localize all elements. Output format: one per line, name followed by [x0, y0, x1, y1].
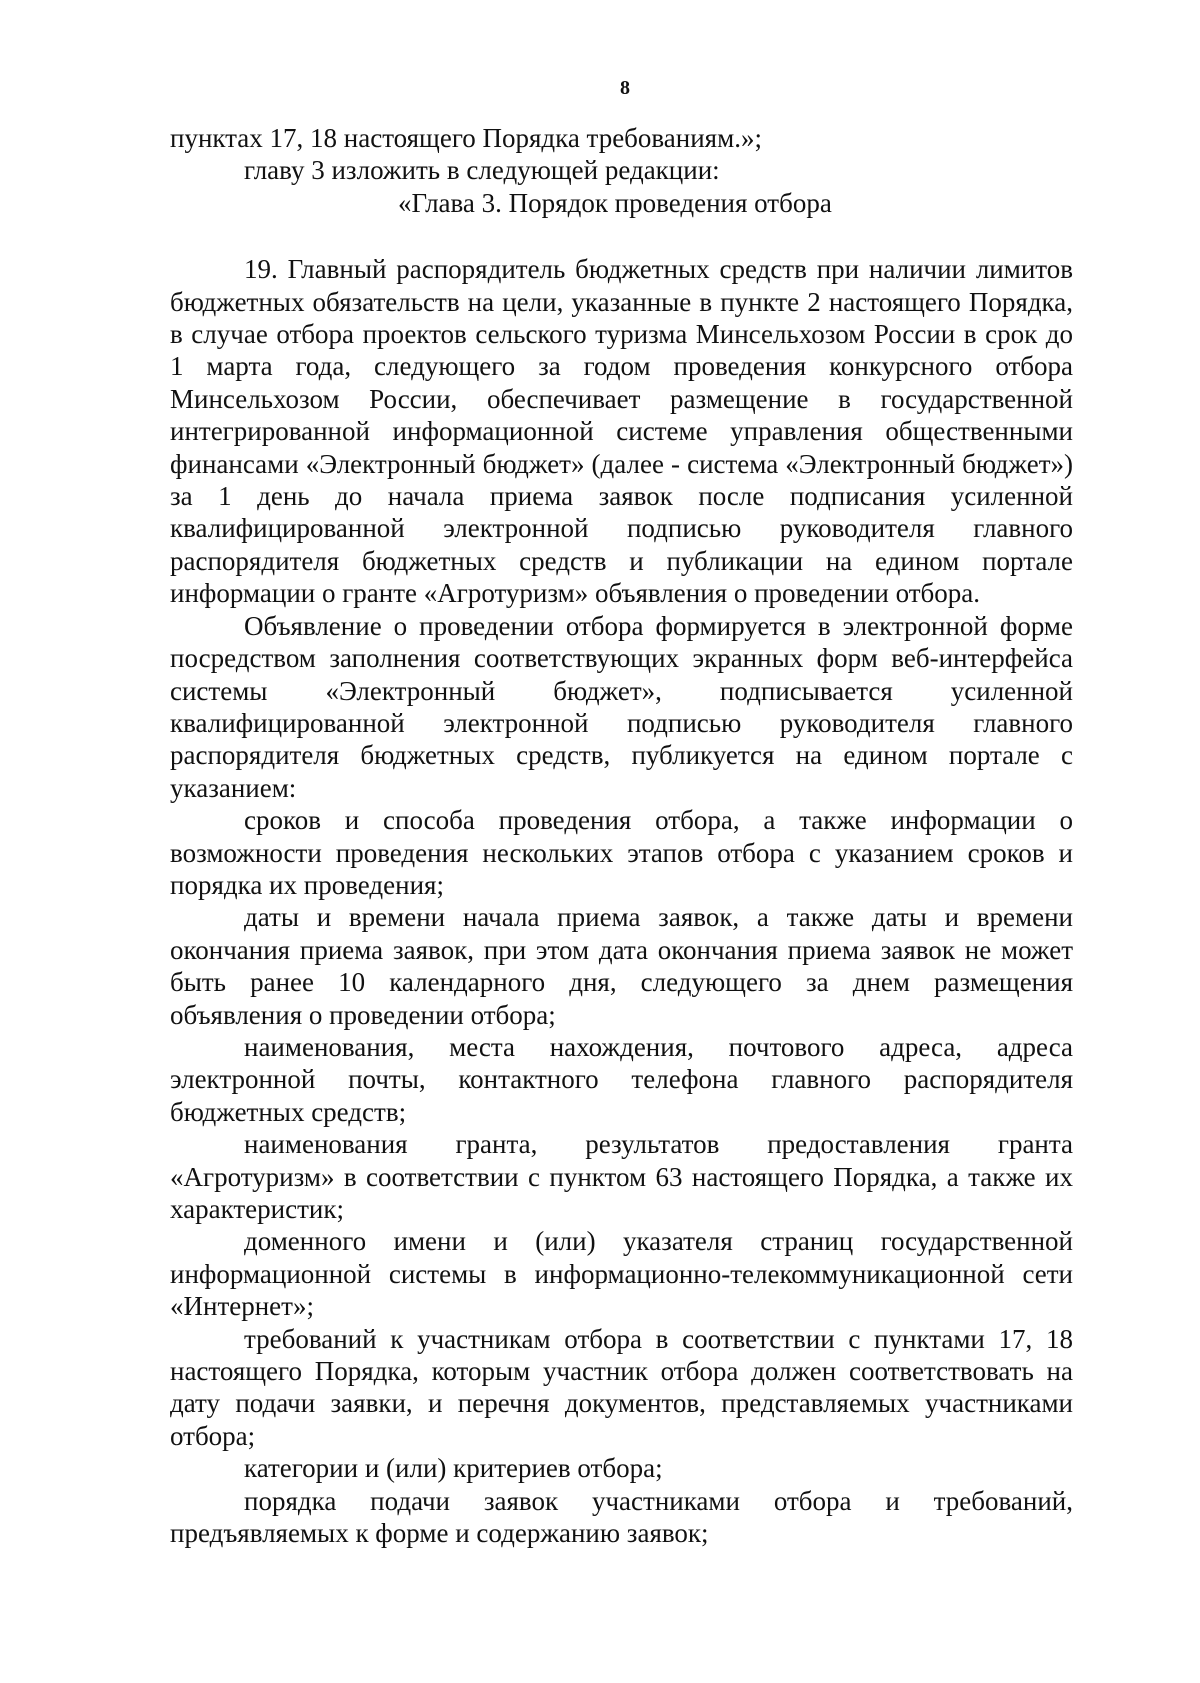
list-item-domain: доменного имени и (или) указателя страниц государственной информационной системы в информационно-телекоммуникационной сети «Интернет»; [170, 1226, 1073, 1322]
list-item-application-order: порядка подачи заявок участниками отбора и требований, предъявляемых к форме и содержанию заявок; [170, 1485, 1073, 1549]
paragraph-item-19: 19. Главный распорядитель бюджетных средств при наличии лимитов бюджетных обязательств на цели, указанные в пункте 2 настоящего Порядка, в случае отбора проектов сельского туризма Минсельхозом России в срок до 1 марта года, следующего за годом проведения конкурсного отбора Минсельхозом России, обеспечивает размещение в государственной интегрированной информационной системе управления общественными финансами «Электронный бюджет» (далее - система «Электронный бюджет») за 1 день до начала приема заявок после подписания усиленной квалифицированной электронной подписью руководителя главного распорядителя бюджетных средств и публикации на едином портале информации о гранте «Агротуризм» объявления о проведении отбора. [170, 254, 1073, 609]
list-item-dates: даты и времени начала приема заявок, а также даты и времени окончания приема заявок, при этом дата окончания приема заявок не может быть ранее 10 календарного дня, следующего за днем размещения объявления о проведении отбора; [170, 902, 1073, 1030]
list-item-terms: сроков и способа проведения отбора, а также информации о возможности проведения нескольких этапов отбора с указанием сроков и порядка их проведения; [170, 805, 1073, 900]
list-item-criteria: категории и (или) критериев отбора; [244, 1453, 663, 1484]
list-item-grant-results: наименования гранта, результатов предоставления гранта «Агротуризм» в соответствии с пунктом 63 настоящего Порядка, а также их характеристик; [170, 1129, 1073, 1224]
chapter-heading: «Глава 3. Порядок проведения отбора [398, 187, 832, 218]
list-item-contacts: наименования, места нахождения, почтового адреса, адреса электронной почты, контактного телефона главного распорядителя бюджетных средств; [170, 1031, 1073, 1127]
paragraph-chapter-instruction: главу 3 изложить в следующей редакции: [244, 155, 720, 186]
document-body [170, 122, 1073, 1549]
list-item-requirements: требований к участникам отбора в соответствии с пунктами 17, 18 настоящего Порядка, которым участник отбора должен соответствовать на дату подачи заявки, и перечня документов, представляемых участниками отбора; [170, 1323, 1073, 1451]
paragraph-announcement: Объявление о проведении отбора формируется в электронной форме посредством заполнения соответствующих экранных форм веб-интерфейса системы «Электронный бюджет», подписывается усиленной квалифицированной электронной подписью руководителя главного распорядителя бюджетных средств, публикуется на едином портале с указанием: [170, 610, 1073, 803]
paragraph-continuation: пунктах 17, 18 настоящего Порядка требованиям.»; [170, 123, 762, 153]
page-number: 8 [620, 77, 630, 99]
